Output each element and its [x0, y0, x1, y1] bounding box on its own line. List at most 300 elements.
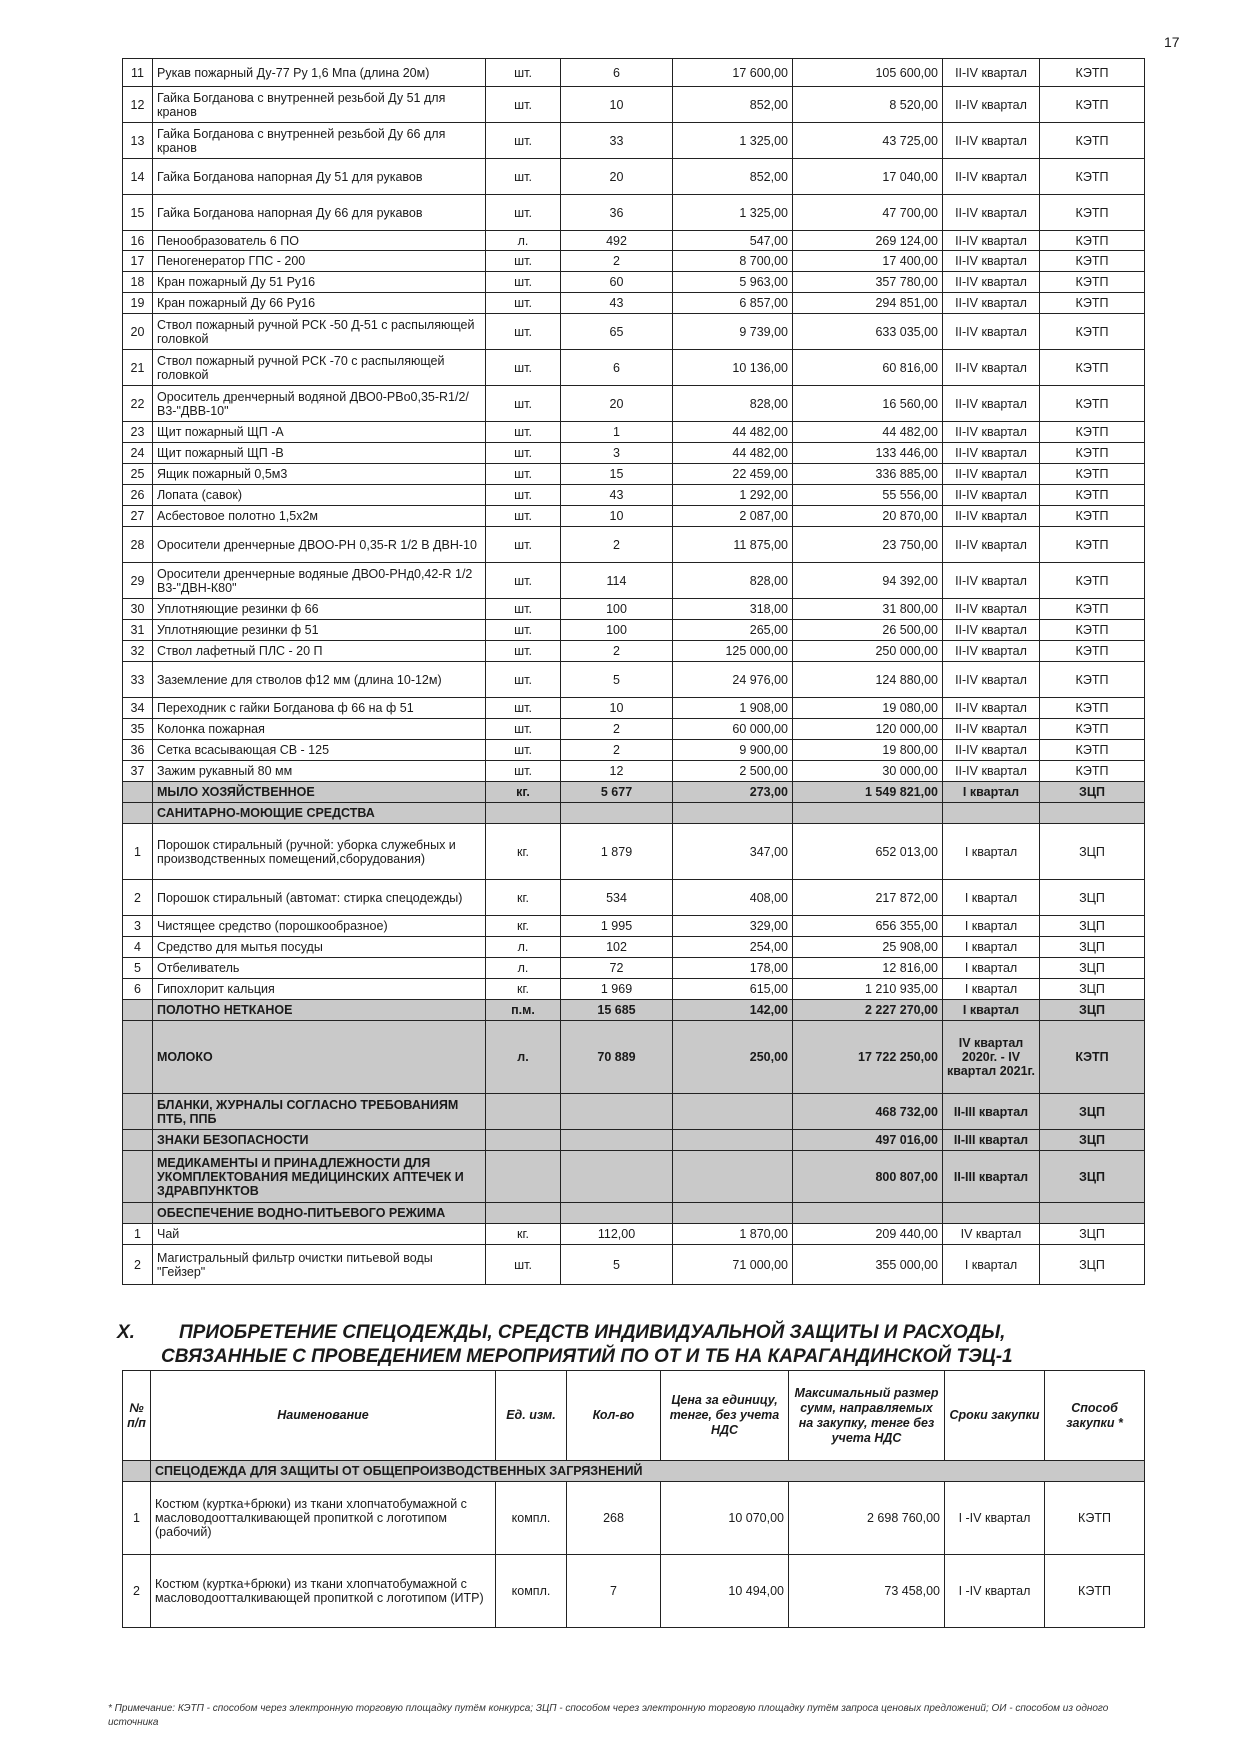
- quantity: 2: [561, 527, 673, 563]
- table-row: [123, 464, 1145, 485]
- unit: кг.: [486, 916, 561, 937]
- unit: шт.: [486, 1245, 561, 1285]
- total-sum: 294 851,00: [793, 293, 943, 314]
- purchase-method: ЗЦП: [1040, 880, 1145, 916]
- item-name: Ствол пожарный ручной РСК -50 Д-51 с распыляющей головкой: [153, 314, 486, 350]
- table-row: [123, 824, 1145, 880]
- item-name: МЫЛО ХОЗЯЙСТВЕННОЕ: [153, 782, 486, 803]
- section-title: [117, 1321, 1117, 1369]
- quantity: 60: [561, 272, 673, 293]
- row-number: 1: [123, 824, 153, 880]
- unit-price: 125 000,00: [673, 641, 793, 662]
- total-sum: 94 392,00: [793, 563, 943, 599]
- unit-price: 44 482,00: [673, 443, 793, 464]
- item-name: Гипохлорит кальция: [153, 979, 486, 1000]
- purchase-period: II-IV квартал: [943, 251, 1040, 272]
- quantity: [561, 1203, 673, 1224]
- item-name: Ствол пожарный ручной РСК -70 с распыляющей головкой: [153, 350, 486, 386]
- row-number: 30: [123, 599, 153, 620]
- purchase-period: II-IV квартал: [943, 350, 1040, 386]
- total-sum: 8 520,00: [793, 87, 943, 123]
- quantity: 492: [561, 231, 673, 251]
- unit-price: 11 875,00: [673, 527, 793, 563]
- row-number: 4: [123, 937, 153, 958]
- purchase-period: II-IV квартал: [943, 485, 1040, 506]
- total-sum: 633 035,00: [793, 314, 943, 350]
- item-name: Гайка Богданова напорная Ду 66 для рукавов: [153, 195, 486, 231]
- total-sum: 73 458,00: [789, 1555, 945, 1628]
- workwear-table: [122, 1370, 1145, 1628]
- row-number: 19: [123, 293, 153, 314]
- unit-price: 8 700,00: [673, 251, 793, 272]
- unit-price: 10 070,00: [661, 1482, 789, 1555]
- total-sum: 19 800,00: [793, 740, 943, 761]
- header-method: Способ закупки *: [1045, 1371, 1145, 1461]
- unit-price: 852,00: [673, 87, 793, 123]
- table-row: [123, 958, 1145, 979]
- purchase-period: IV квартал: [943, 1224, 1040, 1245]
- quantity: 10: [561, 87, 673, 123]
- category-row: [123, 1151, 1145, 1203]
- purchase-period: II-IV квартал: [943, 386, 1040, 422]
- procurement-table-continued: [122, 58, 1145, 1285]
- unit: кг.: [486, 782, 561, 803]
- unit-price: 347,00: [673, 824, 793, 880]
- unit: шт.: [486, 422, 561, 443]
- row-number: 18: [123, 272, 153, 293]
- total-sum: [793, 1203, 943, 1224]
- table-row: [123, 1555, 1145, 1628]
- row-number: 2: [123, 880, 153, 916]
- purchase-method: ЗЦП: [1040, 1094, 1145, 1130]
- unit: компл.: [496, 1555, 567, 1628]
- unit-price: 9 900,00: [673, 740, 793, 761]
- total-sum: 105 600,00: [793, 59, 943, 87]
- row-number: [123, 1000, 153, 1021]
- unit: л.: [486, 958, 561, 979]
- unit: шт.: [486, 443, 561, 464]
- quantity: [561, 1130, 673, 1151]
- purchase-method: КЭТП: [1040, 195, 1145, 231]
- row-number: 29: [123, 563, 153, 599]
- table-row: [123, 87, 1145, 123]
- unit: кг.: [486, 824, 561, 880]
- workwear-table-body: [123, 1461, 1145, 1628]
- row-number: 32: [123, 641, 153, 662]
- table-row: [123, 1224, 1145, 1245]
- item-name: МОЛОКО: [153, 1021, 486, 1094]
- purchase-period: I квартал: [943, 1245, 1040, 1285]
- purchase-method: ЗЦП: [1040, 1151, 1145, 1203]
- purchase-method: КЭТП: [1040, 506, 1145, 527]
- purchase-method: ЗЦП: [1040, 1224, 1145, 1245]
- item-name: Уплотняющие резинки ф 51: [153, 620, 486, 641]
- item-name: Костюм (куртка+брюки) из ткани хлопчатобумажной с масловодоотталкивающей пропиткой с логотипом (ИТР): [151, 1555, 496, 1628]
- header-sum: Максимальный размер сумм, направляемых на закупку, тенге без учета НДС: [789, 1371, 945, 1461]
- table-row: [123, 979, 1145, 1000]
- quantity: 5: [561, 1245, 673, 1285]
- unit: шт.: [486, 350, 561, 386]
- unit: шт.: [486, 620, 561, 641]
- quantity: 268: [567, 1482, 661, 1555]
- row-number: 11: [123, 59, 153, 87]
- purchase-period: II-IV квартал: [943, 761, 1040, 782]
- item-name: Уплотняющие резинки ф 66: [153, 599, 486, 620]
- unit-price: 17 600,00: [673, 59, 793, 87]
- unit-price: 60 000,00: [673, 719, 793, 740]
- unit: компл.: [496, 1482, 567, 1555]
- purchase-period: I -IV квартал: [945, 1482, 1045, 1555]
- row-number: 24: [123, 443, 153, 464]
- table-row: [123, 123, 1145, 159]
- purchase-period: II-IV квартал: [943, 443, 1040, 464]
- quantity: 1: [561, 422, 673, 443]
- quantity: 6: [561, 59, 673, 87]
- quantity: 2: [561, 641, 673, 662]
- unit: кг.: [486, 1224, 561, 1245]
- table-row: [123, 880, 1145, 916]
- quantity: 5 677: [561, 782, 673, 803]
- purchase-period: I квартал: [943, 1000, 1040, 1021]
- item-name: Пенообразователь 6 ПО: [153, 231, 486, 251]
- total-sum: 17 040,00: [793, 159, 943, 195]
- row-number: 36: [123, 740, 153, 761]
- purchase-method: КЭТП: [1040, 443, 1145, 464]
- purchase-period: I квартал: [943, 824, 1040, 880]
- row-number: 21: [123, 350, 153, 386]
- purchase-method: КЭТП: [1040, 662, 1145, 698]
- row-number: 28: [123, 527, 153, 563]
- purchase-period: II-IV квартал: [943, 599, 1040, 620]
- row-number: 37: [123, 761, 153, 782]
- total-sum: 19 080,00: [793, 698, 943, 719]
- purchase-method: ЗЦП: [1040, 937, 1145, 958]
- total-sum: 217 872,00: [793, 880, 943, 916]
- item-name: Сетка всасывающая СВ - 125: [153, 740, 486, 761]
- unit-price: 142,00: [673, 1000, 793, 1021]
- unit: шт.: [486, 761, 561, 782]
- purchase-method: КЭТП: [1040, 159, 1145, 195]
- row-number: [123, 1203, 153, 1224]
- purchase-period: II-IV квартал: [943, 719, 1040, 740]
- purchase-period: I квартал: [943, 979, 1040, 1000]
- unit-price: [673, 1130, 793, 1151]
- quantity: 72: [561, 958, 673, 979]
- table-row: [123, 620, 1145, 641]
- purchase-period: II-IV квартал: [943, 159, 1040, 195]
- total-sum: 1 210 935,00: [793, 979, 943, 1000]
- unit: шт.: [486, 59, 561, 87]
- unit-price: 329,00: [673, 916, 793, 937]
- unit: [486, 1151, 561, 1203]
- unit-price: 408,00: [673, 880, 793, 916]
- item-name: Порошок стиральный (автомат: стирка спецодежды): [153, 880, 486, 916]
- unit: кг.: [486, 979, 561, 1000]
- unit: шт.: [486, 386, 561, 422]
- purchase-period: I квартал: [943, 880, 1040, 916]
- total-sum: [793, 803, 943, 824]
- quantity: 102: [561, 937, 673, 958]
- item-name: Магистральный фильтр очистки питьевой воды "Гейзер": [153, 1245, 486, 1285]
- row-number: 27: [123, 506, 153, 527]
- total-sum: 209 440,00: [793, 1224, 943, 1245]
- quantity: 12: [561, 761, 673, 782]
- row-number: 35: [123, 719, 153, 740]
- purchase-method: КЭТП: [1040, 251, 1145, 272]
- unit: [486, 803, 561, 824]
- row-number: 13: [123, 123, 153, 159]
- unit-price: 178,00: [673, 958, 793, 979]
- row-number: [123, 1094, 153, 1130]
- row-number: 25: [123, 464, 153, 485]
- total-sum: 800 807,00: [793, 1151, 943, 1203]
- purchase-period: II-IV квартал: [943, 59, 1040, 87]
- purchase-method: ЗЦП: [1040, 824, 1145, 880]
- row-number: 16: [123, 231, 153, 251]
- purchase-method: КЭТП: [1040, 698, 1145, 719]
- quantity: 10: [561, 506, 673, 527]
- unit: шт.: [486, 698, 561, 719]
- purchase-period: I квартал: [943, 937, 1040, 958]
- unit: шт.: [486, 719, 561, 740]
- total-sum: 12 816,00: [793, 958, 943, 979]
- table-row: [123, 662, 1145, 698]
- purchase-method: КЭТП: [1040, 123, 1145, 159]
- unit-price: [673, 1203, 793, 1224]
- item-name: Кран пожарный Ду 66 Ру16: [153, 293, 486, 314]
- unit: [486, 1094, 561, 1130]
- section-number: X.: [117, 1322, 135, 1343]
- item-name: ЗНАКИ БЕЗОПАСНОСТИ: [153, 1130, 486, 1151]
- purchase-period: II-IV квартал: [943, 195, 1040, 231]
- group-cell-num: [123, 1461, 151, 1482]
- row-number: [123, 803, 153, 824]
- purchase-method: КЭТП: [1040, 620, 1145, 641]
- unit-price: 265,00: [673, 620, 793, 641]
- category-row: [123, 1000, 1145, 1021]
- total-sum: 124 880,00: [793, 662, 943, 698]
- purchase-method: КЭТП: [1040, 314, 1145, 350]
- table-row: [123, 563, 1145, 599]
- purchase-method: ЗЦП: [1040, 979, 1145, 1000]
- quantity: 3: [561, 443, 673, 464]
- total-sum: 357 780,00: [793, 272, 943, 293]
- item-name: Ороситель дренчерный водяной ДВО0-РВо0,35-R1/2/В3-"ДВВ-10": [153, 386, 486, 422]
- purchase-method: [1040, 1203, 1145, 1224]
- group-title: СПЕЦОДЕЖДА ДЛЯ ЗАЩИТЫ ОТ ОБЩЕПРОИЗВОДСТВЕННЫХ ЗАГРЯЗНЕНИЙ: [151, 1461, 1145, 1482]
- table-row: [123, 916, 1145, 937]
- table-row: [123, 272, 1145, 293]
- quantity: 112,00: [561, 1224, 673, 1245]
- unit-price: 22 459,00: [673, 464, 793, 485]
- quantity: 10: [561, 698, 673, 719]
- total-sum: 23 750,00: [793, 527, 943, 563]
- purchase-period: II-IV квартал: [943, 563, 1040, 599]
- quantity: 5: [561, 662, 673, 698]
- row-number: 26: [123, 485, 153, 506]
- unit: шт.: [486, 563, 561, 599]
- row-number: 14: [123, 159, 153, 195]
- item-name: Щит пожарный ЩП -В: [153, 443, 486, 464]
- unit: шт.: [486, 293, 561, 314]
- category-row: [123, 1203, 1145, 1224]
- quantity: 114: [561, 563, 673, 599]
- total-sum: 44 482,00: [793, 422, 943, 443]
- unit: кг.: [486, 880, 561, 916]
- unit: [486, 1130, 561, 1151]
- purchase-method: КЭТП: [1040, 464, 1145, 485]
- quantity: 2: [561, 251, 673, 272]
- row-number: 15: [123, 195, 153, 231]
- item-name: МЕДИКАМЕНТЫ И ПРИНАДЛЕЖНОСТИ ДЛЯ УКОМПЛЕКТОВАНИЯ МЕДИЦИНСКИХ АПТЕЧЕК И ЗДРАВПУНКТОВ: [153, 1151, 486, 1203]
- unit-price: 10 494,00: [661, 1555, 789, 1628]
- unit: шт.: [486, 87, 561, 123]
- header-price: Цена за единицу, тенге, без учета НДС: [661, 1371, 789, 1461]
- unit: п.м.: [486, 1000, 561, 1021]
- item-name: Отбеливатель: [153, 958, 486, 979]
- unit: [486, 1203, 561, 1224]
- unit: шт.: [486, 314, 561, 350]
- table-row: [123, 443, 1145, 464]
- unit: шт.: [486, 740, 561, 761]
- total-sum: 656 355,00: [793, 916, 943, 937]
- item-name: Щит пожарный ЩП -А: [153, 422, 486, 443]
- table-row: [123, 485, 1145, 506]
- total-sum: 2 227 270,00: [793, 1000, 943, 1021]
- purchase-period: I квартал: [943, 958, 1040, 979]
- quantity: 2: [561, 719, 673, 740]
- item-name: Оросители дренчерные ДВОО-РН 0,35-R 1/2 В ДВН-10: [153, 527, 486, 563]
- unit-price: 828,00: [673, 386, 793, 422]
- table-row: [123, 1245, 1145, 1285]
- unit-price: 2 500,00: [673, 761, 793, 782]
- quantity: 36: [561, 195, 673, 231]
- item-name: Заземление для стволов ф12 мм (длина 10-12м): [153, 662, 486, 698]
- unit: шт.: [486, 195, 561, 231]
- total-sum: 17 722 250,00: [793, 1021, 943, 1094]
- purchase-period: II-IV квартал: [943, 314, 1040, 350]
- item-name: Гайка Богданова напорная Ду 51 для рукавов: [153, 159, 486, 195]
- quantity: 2: [561, 740, 673, 761]
- row-number: 1: [123, 1482, 151, 1555]
- purchase-method: ЗЦП: [1040, 1130, 1145, 1151]
- total-sum: 269 124,00: [793, 231, 943, 251]
- purchase-period: II-IV квартал: [943, 123, 1040, 159]
- purchase-method: ЗЦП: [1040, 916, 1145, 937]
- unit: шт.: [486, 641, 561, 662]
- purchase-period: I квартал: [943, 782, 1040, 803]
- category-row: [123, 1130, 1145, 1151]
- purchase-method: КЭТП: [1045, 1555, 1145, 1628]
- purchase-period: II-IV квартал: [943, 87, 1040, 123]
- unit: шт.: [486, 159, 561, 195]
- purchase-method: КЭТП: [1040, 641, 1145, 662]
- quantity: [561, 803, 673, 824]
- header-unit: Ед. изм.: [496, 1371, 567, 1461]
- item-name: Ящик пожарный 0,5м3: [153, 464, 486, 485]
- purchase-method: КЭТП: [1040, 422, 1145, 443]
- quantity: 65: [561, 314, 673, 350]
- purchase-method: КЭТП: [1040, 59, 1145, 87]
- category-row: [123, 1021, 1145, 1094]
- item-name: ПОЛОТНО НЕТКАНОЕ: [153, 1000, 486, 1021]
- total-sum: 47 700,00: [793, 195, 943, 231]
- unit: л.: [486, 1021, 561, 1094]
- total-sum: 497 016,00: [793, 1130, 943, 1151]
- unit: л.: [486, 231, 561, 251]
- item-name: Переходник с гайки Богданова ф 66 на ф 51: [153, 698, 486, 719]
- purchase-period: II-IV квартал: [943, 464, 1040, 485]
- item-name: БЛАНКИ, ЖУРНАЛЫ СОГЛАСНО ТРЕБОВАНИЯМ ПТБ, ППБ: [153, 1094, 486, 1130]
- quantity: 15 685: [561, 1000, 673, 1021]
- quantity: 1 969: [561, 979, 673, 1000]
- row-number: [123, 1021, 153, 1094]
- item-name: Порошок стиральный (ручной: уборка служебных и производственных помещений,сборудования): [153, 824, 486, 880]
- unit-price: 254,00: [673, 937, 793, 958]
- quantity: 6: [561, 350, 673, 386]
- purchase-method: КЭТП: [1040, 563, 1145, 599]
- purchase-method: КЭТП: [1040, 350, 1145, 386]
- unit-price: 9 739,00: [673, 314, 793, 350]
- quantity: 43: [561, 485, 673, 506]
- total-sum: 336 885,00: [793, 464, 943, 485]
- purchase-period: II-III квартал: [943, 1094, 1040, 1130]
- row-number: 31: [123, 620, 153, 641]
- purchase-method: ЗЦП: [1040, 782, 1145, 803]
- row-number: 3: [123, 916, 153, 937]
- unit-price: 615,00: [673, 979, 793, 1000]
- item-name: Лопата (савок): [153, 485, 486, 506]
- table-row: [123, 251, 1145, 272]
- item-name: Оросители дренчерные водяные ДВО0-РНд0,42-R 1/2 В3-"ДВН-К80": [153, 563, 486, 599]
- row-number: 22: [123, 386, 153, 422]
- purchase-method: КЭТП: [1040, 87, 1145, 123]
- purchase-period: II-IV квартал: [943, 506, 1040, 527]
- row-number: 5: [123, 958, 153, 979]
- page-number: 17: [1164, 34, 1180, 50]
- item-name: Пеногенератор ГПС - 200: [153, 251, 486, 272]
- purchase-method: [1040, 803, 1145, 824]
- table-row: [123, 422, 1145, 443]
- purchase-period: I -IV квартал: [945, 1555, 1045, 1628]
- total-sum: 1 549 821,00: [793, 782, 943, 803]
- item-name: Ствол лафетный ПЛС - 20 П: [153, 641, 486, 662]
- total-sum: 20 870,00: [793, 506, 943, 527]
- total-sum: 468 732,00: [793, 1094, 943, 1130]
- purchase-method: КЭТП: [1045, 1482, 1145, 1555]
- table-row: [123, 293, 1145, 314]
- purchase-period: [943, 1203, 1040, 1224]
- unit: шт.: [486, 662, 561, 698]
- unit-price: 5 963,00: [673, 272, 793, 293]
- unit: шт.: [486, 599, 561, 620]
- table-row: [123, 1482, 1145, 1555]
- unit-price: 10 136,00: [673, 350, 793, 386]
- unit-price: 1 325,00: [673, 123, 793, 159]
- unit: шт.: [486, 527, 561, 563]
- purchase-method: КЭТП: [1040, 231, 1145, 251]
- unit-price: [673, 1094, 793, 1130]
- purchase-method: КЭТП: [1040, 599, 1145, 620]
- table-row: [123, 231, 1145, 251]
- purchase-period: II-IV квартал: [943, 293, 1040, 314]
- row-number: 6: [123, 979, 153, 1000]
- item-name: Кран пожарный Ду 51 Ру16: [153, 272, 486, 293]
- table-row: [123, 159, 1145, 195]
- quantity: 100: [561, 599, 673, 620]
- quantity: 1 995: [561, 916, 673, 937]
- item-name: Зажим рукавный 80 мм: [153, 761, 486, 782]
